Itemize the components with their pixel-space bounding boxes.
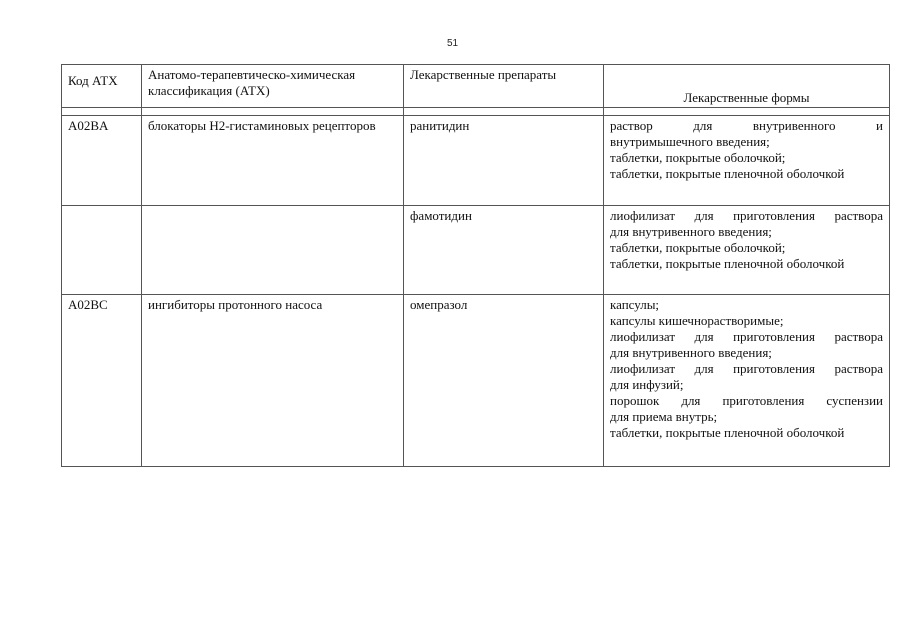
cell-classification xyxy=(142,206,404,295)
form-line: лиофилизат для приготовления раствора xyxy=(610,361,883,376)
table-row xyxy=(62,206,890,295)
form-line: для инфузий; xyxy=(610,377,684,392)
form-line: таблетки, покрытые пленочной оболочкой xyxy=(610,166,845,181)
page-number: 51 xyxy=(446,38,459,49)
table-header-row xyxy=(62,65,890,108)
form-line: таблетки, покрытые оболочкой; xyxy=(610,240,786,255)
atx-table xyxy=(61,64,890,467)
header-classification: Анатомо-терапевтическо-химическая классификация (АТХ) xyxy=(142,65,404,108)
form-line: капсулы кишечнорастворимые; xyxy=(610,313,784,328)
cell-drug: омепразол xyxy=(404,295,604,467)
spacer-cell xyxy=(62,108,142,116)
form-line: таблетки, покрытые оболочкой; xyxy=(610,150,786,165)
cell-classification: ингибиторы протонного насоса xyxy=(142,295,404,467)
table-spacer-row xyxy=(62,108,890,116)
cell-forms xyxy=(604,206,890,295)
cell-forms xyxy=(604,295,890,467)
form-line: лиофилизат для приготовления раствора xyxy=(610,208,883,223)
form-line: раствор для внутривенного и xyxy=(610,118,883,133)
header-drugs: Лекарственные препараты xyxy=(404,65,604,108)
table-row xyxy=(62,295,890,467)
form-line: порошок для приготовления суспензии xyxy=(610,393,883,408)
form-line: капсулы; xyxy=(610,297,660,312)
table-row xyxy=(62,116,890,206)
cell-drug: фамотидин xyxy=(404,206,604,295)
cell-forms xyxy=(604,116,890,206)
form-line: таблетки, покрытые пленочной оболочкой xyxy=(610,425,845,440)
spacer-cell xyxy=(142,108,404,116)
spacer-cell xyxy=(404,108,604,116)
cell-code: A02BC xyxy=(62,295,142,467)
cell-code: A02BA xyxy=(62,116,142,206)
form-line: внутримышечного введения; xyxy=(610,134,770,149)
form-line: таблетки, покрытые пленочной оболочкой xyxy=(610,256,845,271)
cell-drug: ранитидин xyxy=(404,116,604,206)
form-line: для приема внутрь; xyxy=(610,409,718,424)
header-code: Код АТХ xyxy=(62,65,142,108)
cell-code xyxy=(62,206,142,295)
form-line: для внутривенного введения; xyxy=(610,224,772,239)
spacer-cell xyxy=(604,108,890,116)
form-line: для внутривенного введения; xyxy=(610,345,772,360)
header-forms: Лекарственные формы xyxy=(604,65,890,108)
cell-classification: блокаторы H2-гистаминовых рецепторов xyxy=(142,116,404,206)
form-line: лиофилизат для приготовления раствора xyxy=(610,329,883,344)
